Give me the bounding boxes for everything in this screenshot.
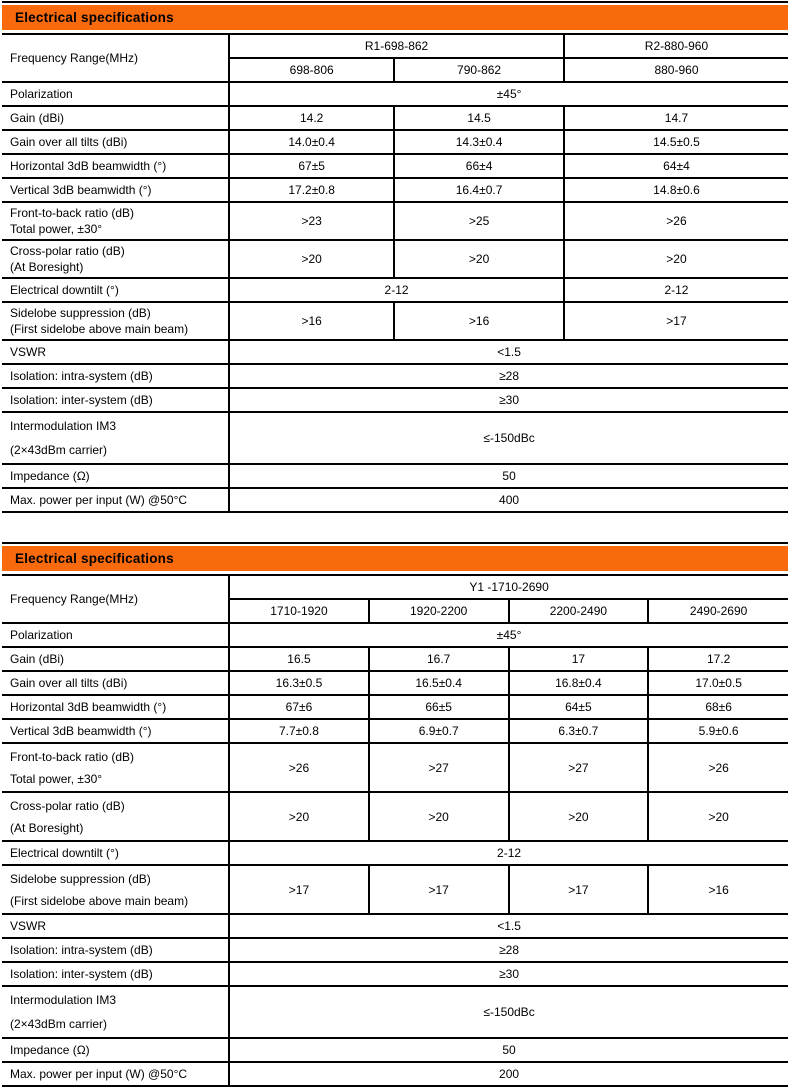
spec-row (2, 623, 788, 647)
spec-section-1 (2, 542, 788, 1087)
spec-row (2, 464, 788, 488)
spec-row-label: VSWR (2, 340, 229, 364)
spec-row (2, 671, 788, 695)
spec-value: ±45° (229, 82, 788, 106)
spec-value: >20 (509, 792, 649, 841)
spec-row-label (2, 986, 229, 1038)
spec-value: 66±4 (394, 154, 564, 178)
spec-value: ≥28 (229, 364, 788, 388)
subband-header: 1920-2200 (369, 599, 509, 623)
spec-row-label: Isolation: inter-system (dB) (2, 388, 229, 412)
spec-row-label: Impedance (Ω) (2, 1038, 229, 1062)
spec-row (2, 240, 788, 278)
spec-value: >26 (648, 743, 788, 792)
spec-row-label-line: Cross-polar ratio (dB) (10, 244, 125, 258)
spec-value: 400 (229, 488, 788, 512)
spec-row (2, 130, 788, 154)
spec-value: 5.9±0.6 (648, 719, 788, 743)
spec-row-label: Polarization (2, 623, 229, 647)
spec-value: <1.5 (229, 914, 788, 938)
spec-value: 14.8±0.6 (564, 178, 788, 202)
spec-row (2, 865, 788, 914)
spec-row-label-line: Sidelobe suppression (dB) (10, 871, 151, 886)
spec-row-label: Isolation: intra-system (dB) (2, 364, 229, 388)
spec-value: 16.4±0.7 (394, 178, 564, 202)
spec-row-label: Impedance (Ω) (2, 464, 229, 488)
spec-row-label: Vertical 3dB beamwidth (°) (2, 719, 229, 743)
spec-row (2, 1062, 788, 1086)
spec-value: 66±5 (369, 695, 509, 719)
spec-value: 67±6 (229, 695, 369, 719)
spec-row-label-line: (2×43dBm carrier) (10, 443, 108, 457)
spec-row (2, 488, 788, 512)
subband-header: 1710-1920 (229, 599, 369, 623)
spec-row (2, 719, 788, 743)
spec-row-label: Horizontal 3dB beamwidth (°) (2, 695, 229, 719)
spec-row (2, 388, 788, 412)
spec-row-label-line: Sidelobe suppression (dB) (10, 306, 151, 320)
spec-value: 64±4 (564, 154, 788, 178)
spec-value: 68±6 (648, 695, 788, 719)
spec-value: >16 (394, 302, 564, 340)
spec-value: 14.5±0.5 (564, 130, 788, 154)
spec-row-label-line: Intermodulation IM3 (10, 993, 117, 1007)
spec-value: >27 (369, 743, 509, 792)
spec-value: 14.7 (564, 106, 788, 130)
spec-value: ≥30 (229, 388, 788, 412)
section-title: Electrical specifications (15, 551, 174, 566)
spec-value: ≤-150dBc (229, 986, 788, 1038)
subband-header: 698-806 (229, 58, 394, 82)
band-header: Y1 -1710-2690 (229, 575, 788, 599)
spec-value: >17 (229, 865, 369, 914)
section-top-rule (2, 542, 788, 544)
band-header: R1-698-862 (229, 34, 564, 58)
spec-value: >17 (564, 302, 788, 340)
spec-row (2, 202, 788, 240)
spec-row-label-line: Total power, ±30° (10, 771, 103, 786)
spec-row-label-line: (At Boresight) (10, 260, 84, 274)
spec-value: 6.9±0.7 (369, 719, 509, 743)
spec-row-label-line: Cross-polar ratio (dB) (10, 798, 125, 813)
spec-row (2, 412, 788, 464)
spec-value: 16.5±0.4 (369, 671, 509, 695)
spec-row-label: Vertical 3dB beamwidth (°) (2, 178, 229, 202)
spec-value: 7.7±0.8 (229, 719, 369, 743)
spec-value: >20 (229, 240, 394, 278)
spec-value: >16 (229, 302, 394, 340)
spec-row-label (2, 302, 229, 340)
spec-value: 16.3±0.5 (229, 671, 369, 695)
spec-row (2, 792, 788, 841)
spec-row-label: Electrical downtilt (°) (2, 841, 229, 865)
spec-row (2, 647, 788, 671)
spec-value: 16.7 (369, 647, 509, 671)
section-title: Electrical specifications (15, 10, 174, 25)
spec-row (2, 340, 788, 364)
spec-value: >20 (369, 792, 509, 841)
spec-value: ≥30 (229, 962, 788, 986)
spec-value: >17 (509, 865, 649, 914)
spec-row-label: Isolation: inter-system (dB) (2, 962, 229, 986)
spec-value: ±45° (229, 623, 788, 647)
spec-section-0 (2, 1, 788, 513)
spec-value: 2-12 (564, 278, 788, 302)
spec-value: >20 (229, 792, 369, 841)
spec-value: >25 (394, 202, 564, 240)
spec-row-label: VSWR (2, 914, 229, 938)
spec-row-label: Gain (dBi) (2, 647, 229, 671)
spec-value: >20 (564, 240, 788, 278)
spec-row (2, 986, 788, 1038)
spec-value: >27 (509, 743, 649, 792)
spec-row (2, 106, 788, 130)
spec-value: 16.5 (229, 647, 369, 671)
spec-value: 64±5 (509, 695, 649, 719)
section-title-bar (2, 5, 788, 30)
spec-row (2, 82, 788, 106)
spec-row-label: Gain over all tilts (dBi) (2, 130, 229, 154)
subband-header: 790-862 (394, 58, 564, 82)
spec-value: 67±5 (229, 154, 394, 178)
spec-table-0 (2, 33, 788, 513)
spec-value: >26 (229, 743, 369, 792)
spec-value: ≥28 (229, 938, 788, 962)
spec-value: 14.2 (229, 106, 394, 130)
spec-row (2, 743, 788, 792)
spec-row (2, 938, 788, 962)
spec-row (2, 154, 788, 178)
spec-value: ≤-150dBc (229, 412, 788, 464)
spec-value: 200 (229, 1062, 788, 1086)
spec-row-label (2, 792, 229, 841)
spec-row-label-line: (2×43dBm carrier) (10, 1017, 108, 1031)
spec-row-label (2, 202, 229, 240)
spec-value: 50 (229, 464, 788, 488)
spec-value: 14.5 (394, 106, 564, 130)
spec-value: >20 (648, 792, 788, 841)
spec-value: >23 (229, 202, 394, 240)
spec-row-label-line: Intermodulation IM3 (10, 419, 117, 433)
spec-row (2, 178, 788, 202)
spec-row-label-line: (At Boresight) (10, 820, 84, 835)
spec-value: 17.2 (648, 647, 788, 671)
spec-row-label: Isolation: intra-system (dB) (2, 938, 229, 962)
spec-row-label: Gain (dBi) (2, 106, 229, 130)
spec-row (2, 364, 788, 388)
spec-value: 17.2±0.8 (229, 178, 394, 202)
spec-row (2, 278, 788, 302)
spec-value: 2-12 (229, 841, 788, 865)
spec-row-label-line: Front-to-back ratio (dB) (10, 749, 135, 764)
spec-row-label (2, 412, 229, 464)
spec-table-1 (2, 574, 788, 1087)
spec-row (2, 1038, 788, 1062)
band-header: R2-880-960 (564, 34, 788, 58)
spec-row (2, 914, 788, 938)
spec-value: >20 (394, 240, 564, 278)
spec-value: >16 (648, 865, 788, 914)
spec-row-label-line: (First sidelobe above main beam) (10, 322, 189, 336)
spec-row (2, 302, 788, 340)
spec-row-label: Polarization (2, 82, 229, 106)
frequency-range-label: Frequency Range(MHz) (2, 575, 229, 623)
spec-value: >26 (564, 202, 788, 240)
spec-row-label: Max. power per input (W) @50°C (2, 1062, 229, 1086)
spec-value: 16.8±0.4 (509, 671, 649, 695)
section-top-rule (2, 1, 788, 3)
spec-value: 2-12 (229, 278, 564, 302)
spec-value: 17.0±0.5 (648, 671, 788, 695)
spec-row (2, 695, 788, 719)
frequency-range-label: Frequency Range(MHz) (2, 34, 229, 82)
spec-value: 14.0±0.4 (229, 130, 394, 154)
spec-value: 17 (509, 647, 649, 671)
spec-value: 50 (229, 1038, 788, 1062)
spec-row-label: Gain over all tilts (dBi) (2, 671, 229, 695)
spec-row-label (2, 865, 229, 914)
spec-row (2, 962, 788, 986)
spec-row-label-line: Total power, ±30° (10, 222, 103, 236)
spec-row (2, 841, 788, 865)
spec-row-label (2, 240, 229, 278)
spec-row-label: Max. power per input (W) @50°C (2, 488, 229, 512)
subband-header: 2200-2490 (509, 599, 649, 623)
subband-header: 2490-2690 (648, 599, 788, 623)
spec-row-label: Electrical downtilt (°) (2, 278, 229, 302)
spec-value: <1.5 (229, 340, 788, 364)
spec-value: 14.3±0.4 (394, 130, 564, 154)
subband-header: 880-960 (564, 58, 788, 82)
spec-row-label-line: (First sidelobe above main beam) (10, 893, 189, 908)
spec-value: 6.3±0.7 (509, 719, 649, 743)
section-title-bar (2, 546, 788, 571)
spec-row-label (2, 743, 229, 792)
spec-row-label-line: Front-to-back ratio (dB) (10, 206, 135, 220)
spec-value: >17 (369, 865, 509, 914)
spec-row-label: Horizontal 3dB beamwidth (°) (2, 154, 229, 178)
